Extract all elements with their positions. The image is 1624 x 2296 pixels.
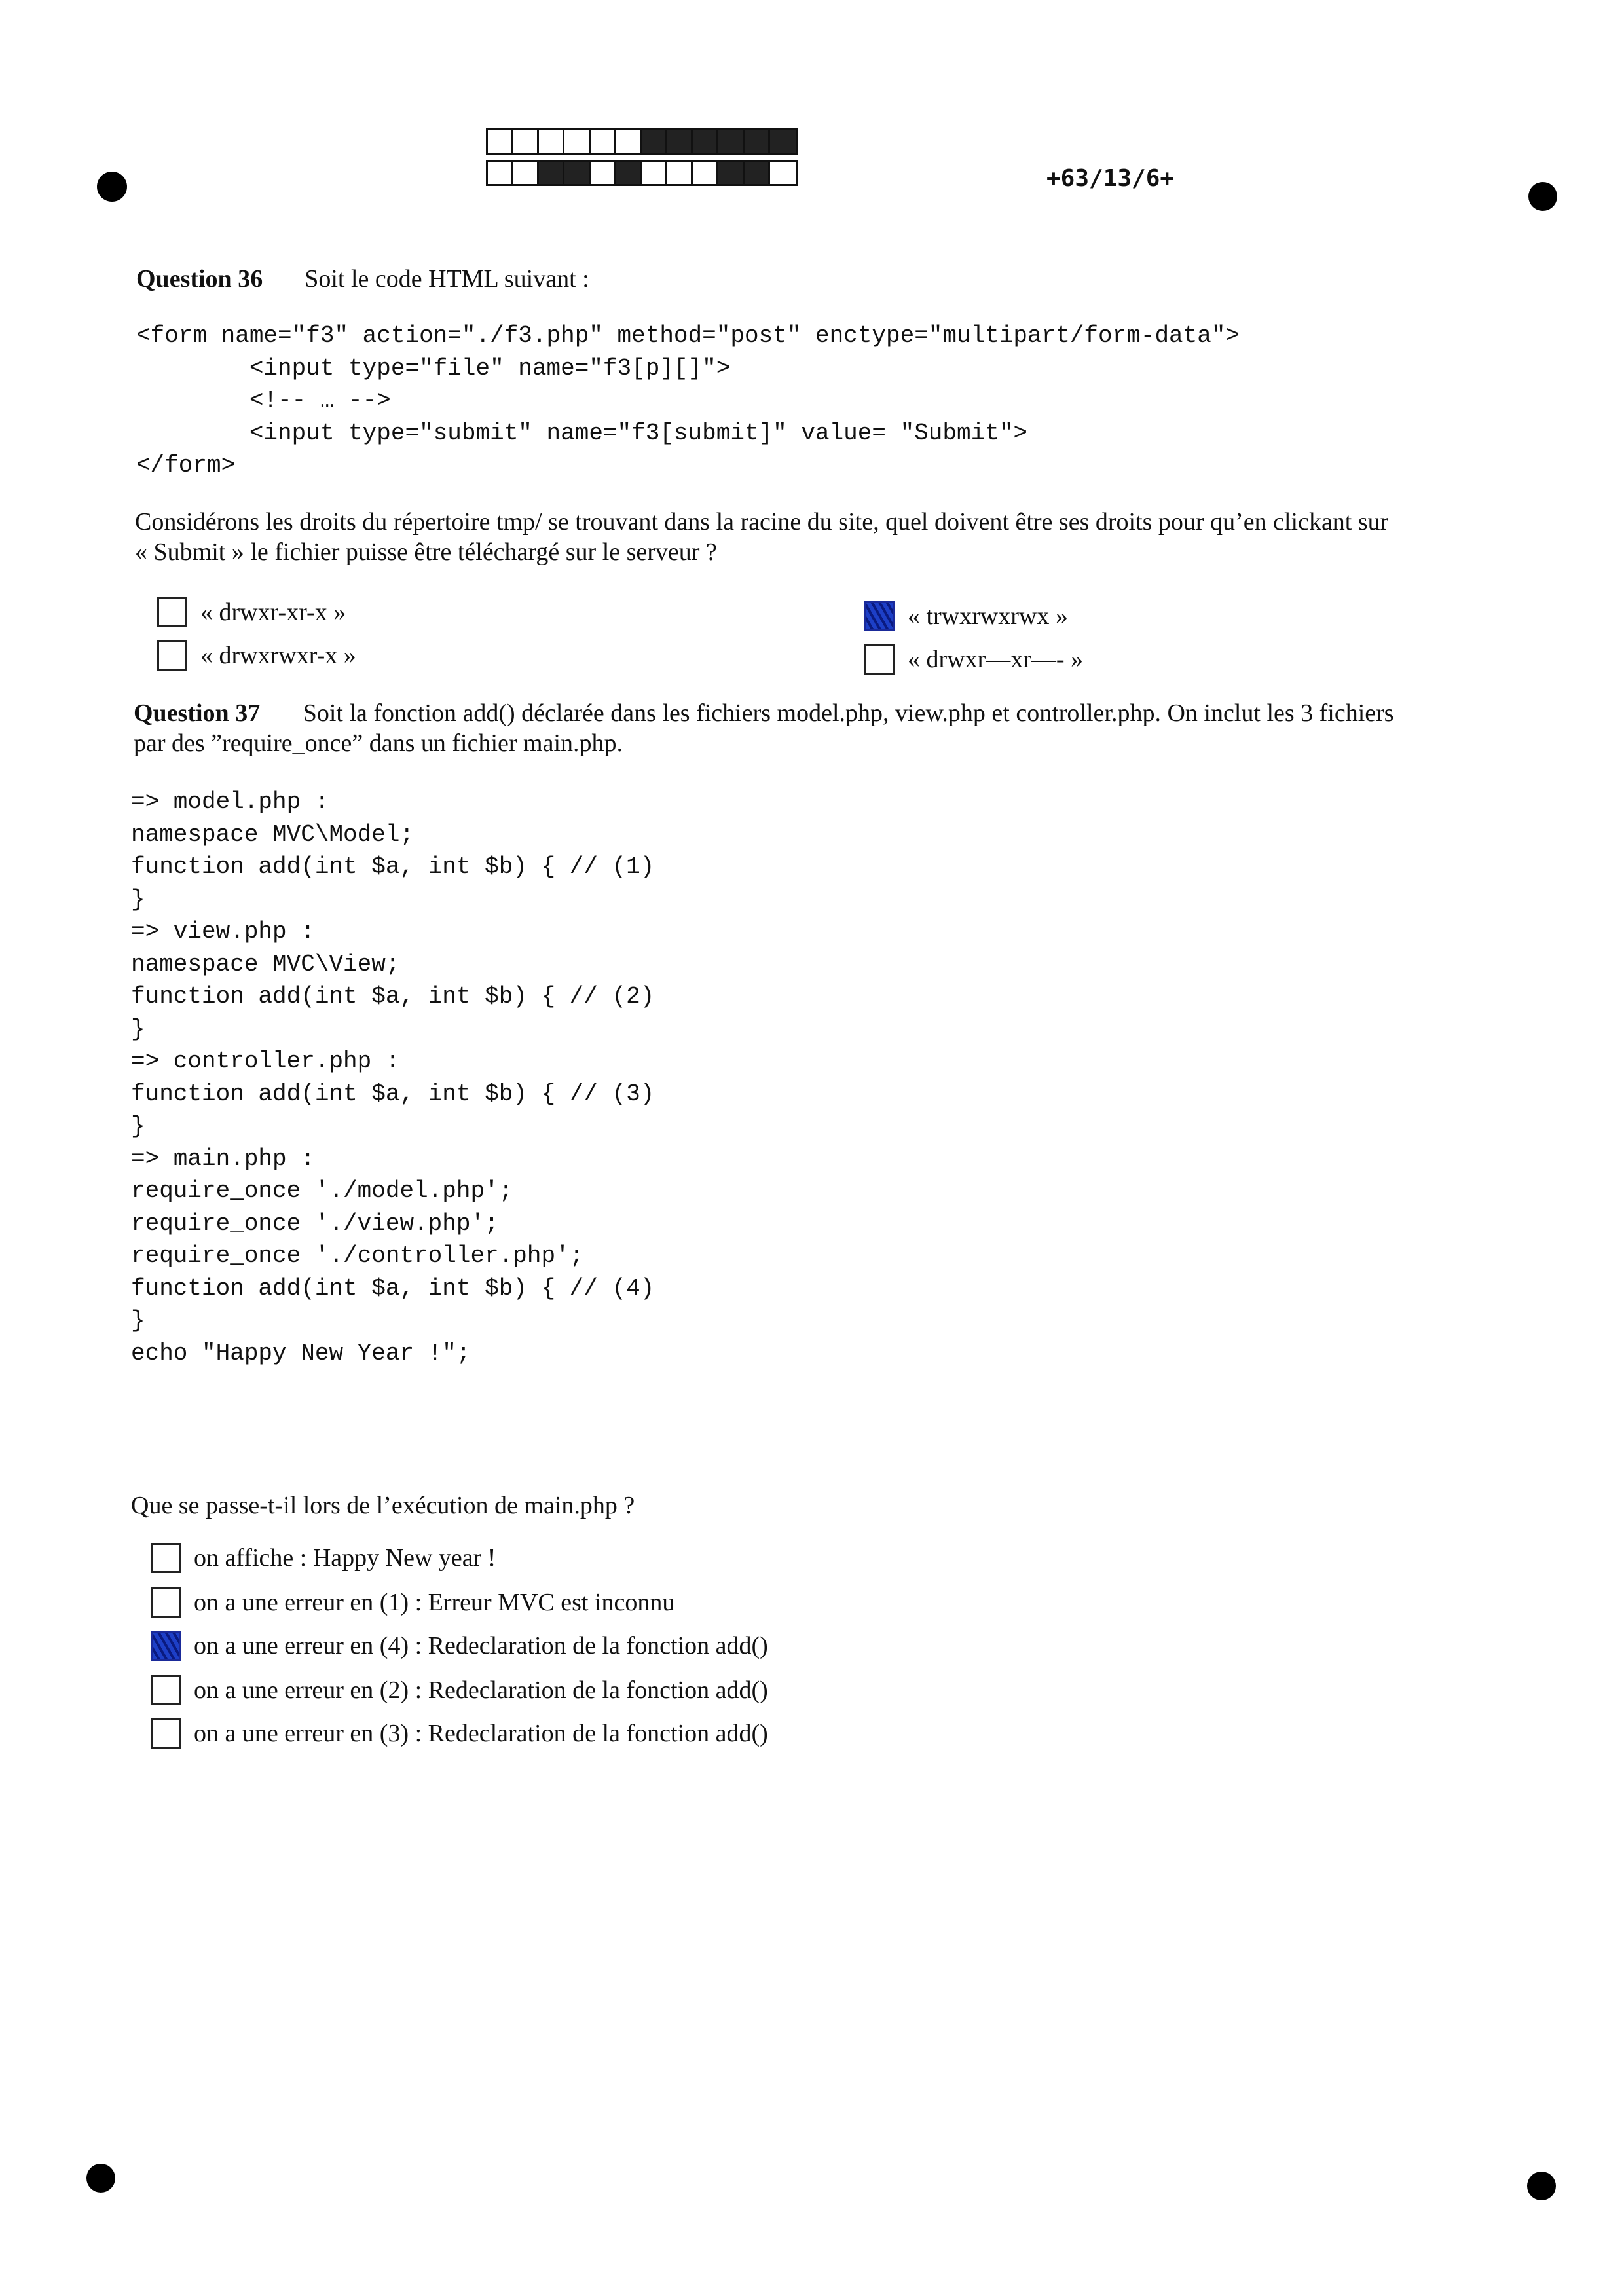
q37-option-c[interactable] bbox=[151, 1631, 768, 1661]
checkbox-checked[interactable] bbox=[864, 601, 895, 631]
q37-option-b[interactable] bbox=[151, 1587, 674, 1618]
barcode-row-2 bbox=[486, 160, 798, 186]
registration-mark-bottom-right bbox=[1527, 2172, 1556, 2200]
q37-option-d[interactable] bbox=[151, 1675, 768, 1705]
barcode-cell bbox=[564, 162, 590, 184]
question-intro: Soit le code HTML suivant : bbox=[304, 265, 589, 293]
question-line: « Submit » le fichier puisse être téléchargé sur le serveur ? bbox=[135, 538, 717, 566]
barcode-cell bbox=[745, 162, 770, 184]
barcode-cell bbox=[591, 130, 616, 153]
code-line: } bbox=[131, 1307, 145, 1334]
registration-mark-bottom-left bbox=[86, 2164, 115, 2193]
code-line: echo "Happy New Year !"; bbox=[131, 1339, 471, 1367]
barcode-row-1 bbox=[486, 128, 798, 155]
option-label: on a une erreur en (1) : Erreur MVC est inconnu bbox=[194, 1589, 675, 1616]
page-id: +63/13/6+ bbox=[1046, 165, 1175, 192]
code-line: function add(int $a, int $b) { // (2) bbox=[131, 983, 655, 1010]
question-label: Question 37 bbox=[134, 699, 261, 727]
barcode-cell bbox=[693, 130, 718, 153]
q37-option-e[interactable] bbox=[151, 1718, 768, 1749]
code-line: => main.php : bbox=[131, 1145, 315, 1172]
code-line: => model.php : bbox=[131, 788, 329, 815]
barcode-cell bbox=[770, 130, 796, 153]
barcode-cell bbox=[513, 130, 539, 153]
code-line: <form name="f3" action="./f3.php" method="post" enctype="multipart/form-data"> bbox=[136, 322, 1240, 349]
barcode-cell bbox=[642, 162, 667, 184]
question-36-text bbox=[135, 507, 1388, 567]
checkbox[interactable] bbox=[151, 1675, 181, 1705]
q36-option-a[interactable] bbox=[157, 597, 346, 627]
code-line: => view.php : bbox=[131, 918, 315, 945]
barcode-cell bbox=[488, 130, 513, 153]
code-line: namespace MVC\View; bbox=[131, 950, 400, 978]
code-line: require_once './controller.php'; bbox=[131, 1242, 584, 1269]
code-line: <input type="file" name="f3[p][]"> bbox=[136, 354, 731, 382]
barcode-cell bbox=[718, 162, 744, 184]
option-label: « drwxr-xr-x » bbox=[200, 599, 346, 626]
question-intro-continued: par des ”require_once” dans un fichier main.php. bbox=[134, 730, 623, 757]
question-label: Question 36 bbox=[136, 265, 263, 293]
barcode-cell bbox=[667, 162, 693, 184]
checkbox[interactable] bbox=[151, 1587, 181, 1618]
option-label: on affiche : Happy New year ! bbox=[194, 1544, 496, 1572]
checkbox-checked[interactable] bbox=[151, 1631, 181, 1661]
barcode-cell bbox=[591, 162, 616, 184]
barcode-cell bbox=[745, 130, 770, 153]
code-line: require_once './view.php'; bbox=[131, 1210, 499, 1237]
question-37-text: Que se passe-t-il lors de l’exécution de main.php ? bbox=[131, 1492, 635, 1519]
option-label: « drwxrwxr-x » bbox=[200, 642, 356, 669]
q37-option-a[interactable] bbox=[151, 1543, 496, 1573]
option-label: on a une erreur en (2) : Redeclaration de la fonction add() bbox=[194, 1676, 768, 1704]
barcode-cell bbox=[667, 130, 693, 153]
option-label: « drwxr—xr—- » bbox=[908, 646, 1084, 673]
code-line: <!-- … --> bbox=[136, 387, 391, 414]
q36-option-c[interactable] bbox=[157, 640, 356, 671]
code-line: require_once './model.php'; bbox=[131, 1177, 513, 1204]
code-line: } bbox=[131, 1015, 145, 1043]
code-line: function add(int $a, int $b) { // (4) bbox=[131, 1274, 655, 1302]
barcode-cell bbox=[770, 162, 796, 184]
q36-option-d[interactable] bbox=[864, 644, 1083, 675]
barcode-cell bbox=[642, 130, 667, 153]
question-36-code bbox=[136, 320, 1240, 482]
barcode-cell bbox=[718, 130, 744, 153]
code-line: } bbox=[131, 885, 145, 913]
question-36-header bbox=[136, 265, 589, 293]
registration-mark-top-right bbox=[1528, 182, 1557, 211]
barcode-cell bbox=[693, 162, 718, 184]
barcode-cell bbox=[513, 162, 539, 184]
question-line: Considérons les droits du répertoire tmp/ se trouvant dans la racine du site, quel doivent être ses droits pour qu’en clickant sur bbox=[135, 508, 1389, 536]
barcode-cell bbox=[616, 162, 642, 184]
option-label: « trwxrwxrwx » bbox=[908, 602, 1068, 630]
checkbox[interactable] bbox=[151, 1543, 181, 1573]
checkbox[interactable] bbox=[864, 644, 895, 675]
code-line: namespace MVC\Model; bbox=[131, 821, 415, 848]
barcode-cell bbox=[564, 130, 590, 153]
registration-mark-top-left bbox=[97, 172, 127, 202]
code-line: } bbox=[131, 1113, 145, 1139]
option-label: on a une erreur en (4) : Redeclaration de la fonction add() bbox=[194, 1632, 768, 1659]
barcode-cell bbox=[539, 162, 564, 184]
checkbox[interactable] bbox=[151, 1718, 181, 1749]
question-37-header bbox=[134, 698, 1394, 758]
code-line: => controller.php : bbox=[131, 1048, 400, 1075]
barcode-cell bbox=[616, 130, 642, 153]
barcode-cell bbox=[488, 162, 513, 184]
checkbox[interactable] bbox=[157, 640, 187, 671]
checkbox[interactable] bbox=[157, 597, 187, 627]
code-line: <input type="submit" name="f3[submit]" value= "Submit"> bbox=[136, 419, 1028, 447]
barcode-cell bbox=[539, 130, 564, 153]
q36-option-b[interactable] bbox=[864, 601, 1068, 631]
code-line: function add(int $a, int $b) { // (3) bbox=[131, 1080, 655, 1107]
question-intro: Soit la fonction add() déclarée dans les fichiers model.php, view.php et controller.php. On inclut les 3 fichiers bbox=[303, 699, 1394, 727]
question-37-code bbox=[131, 786, 654, 1369]
code-line: function add(int $a, int $b) { // (1) bbox=[131, 853, 655, 880]
code-line: </form> bbox=[136, 452, 236, 479]
option-label: on a une erreur en (3) : Redeclaration de la fonction add() bbox=[194, 1720, 768, 1747]
